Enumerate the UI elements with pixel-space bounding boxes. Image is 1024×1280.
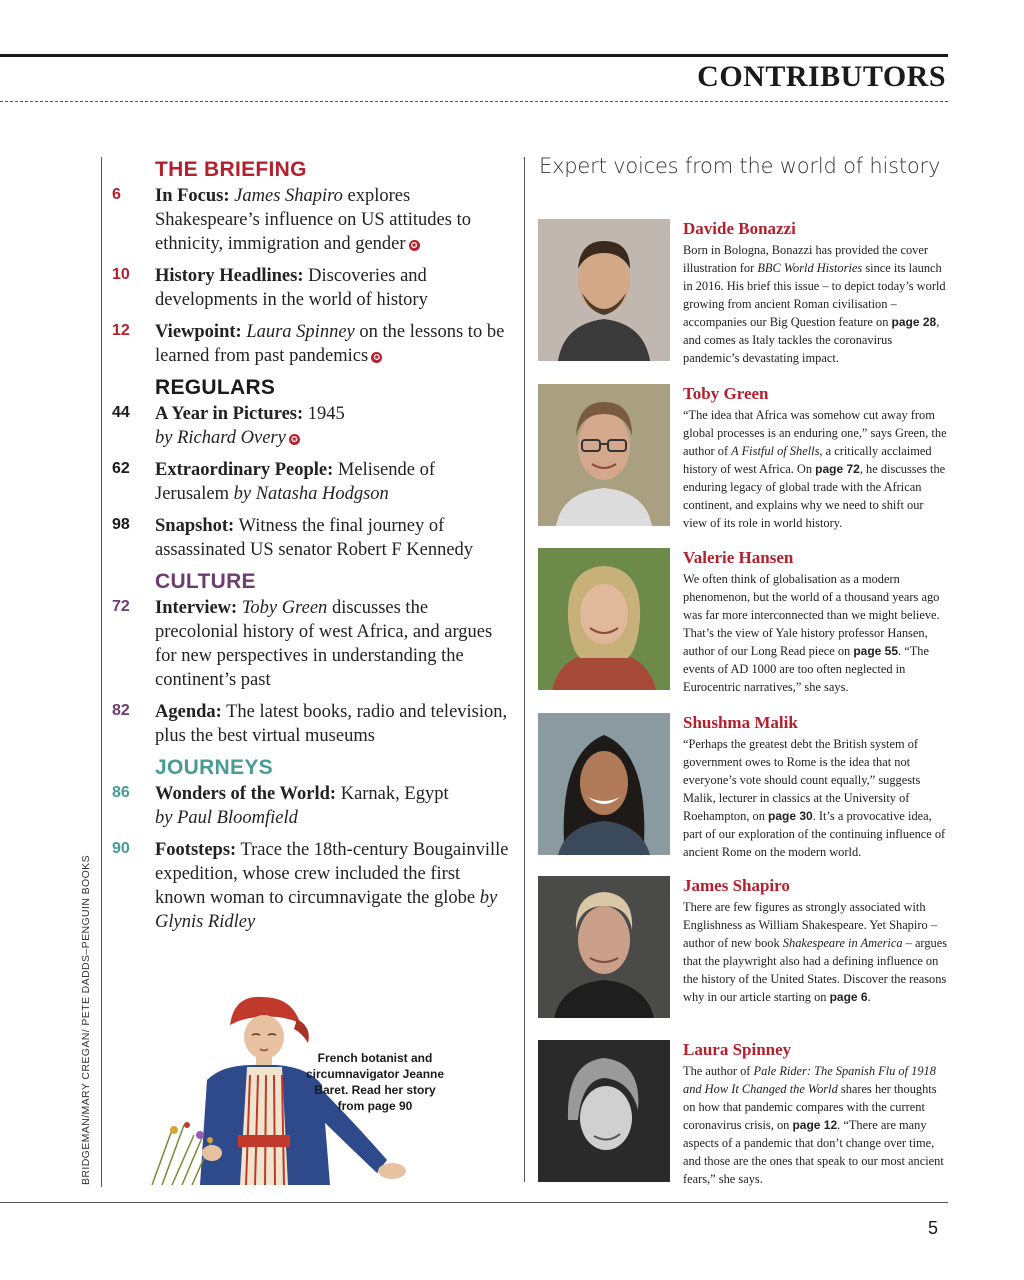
toc-entry-byline: by Paul Bloomfield bbox=[155, 808, 298, 828]
bio-title: Pale Rider: The Spanish Flu of 1918 and How It Changed the World bbox=[683, 1064, 936, 1096]
page-title: CONTRIBUTORS bbox=[697, 60, 946, 93]
toc-entry-author: James Shapiro bbox=[234, 186, 343, 206]
toc-page-number: 82 bbox=[112, 702, 130, 719]
bio-title: BBC World Histories bbox=[757, 261, 863, 275]
toc-entry-text bbox=[155, 264, 512, 312]
bio-text: . bbox=[867, 990, 871, 1004]
contributor-davide-bonazzi bbox=[538, 219, 948, 365]
toc-entry-description: 1945 bbox=[303, 404, 345, 424]
star-icon: ✪ bbox=[371, 352, 382, 363]
toc-entry-text bbox=[155, 184, 512, 256]
section-heading: THE BRIEFING bbox=[155, 158, 307, 181]
contributor-photo bbox=[538, 548, 670, 690]
bio-text: . “The events of AD 1000 are too often neglected in Eurocentric narratives,” she says. bbox=[683, 644, 929, 694]
toc-entry-label: History Headlines: bbox=[155, 266, 304, 286]
section-heading: REGULARS bbox=[155, 376, 276, 399]
toc-entry[interactable] bbox=[112, 320, 512, 368]
toc-entry-text bbox=[155, 402, 345, 450]
contributor-bio bbox=[683, 406, 948, 532]
section-the-briefing bbox=[112, 158, 512, 368]
contributor-bio bbox=[683, 1062, 948, 1188]
section-culture bbox=[112, 570, 512, 748]
toc-entry-author: Laura Spinney bbox=[246, 322, 355, 342]
toc-entry-label: Wonders of the World: bbox=[155, 784, 337, 804]
toc-entry-label: Viewpoint: bbox=[155, 322, 242, 342]
bio-text: – argues that the playwright also had a defining influence on the history of the United States. Discover the reasons why in our article starting on bbox=[683, 936, 948, 1004]
contributor-bio bbox=[683, 570, 948, 696]
toc-page-number: 44 bbox=[112, 404, 130, 421]
toc-entry[interactable] bbox=[112, 184, 512, 256]
toc-entry-text bbox=[155, 782, 449, 830]
toc-entry[interactable] bbox=[112, 514, 512, 562]
table-of-contents bbox=[112, 158, 512, 942]
toc-entry[interactable] bbox=[112, 402, 512, 450]
contributor-bio bbox=[683, 241, 948, 367]
contributor-photo bbox=[538, 1040, 670, 1182]
toc-entry-label: In Focus: bbox=[155, 186, 230, 206]
toc-entry-text bbox=[155, 700, 512, 748]
contributor-shushma-malik bbox=[538, 713, 948, 859]
toc-entry[interactable] bbox=[112, 782, 512, 830]
star-icon: ✪ bbox=[409, 240, 420, 251]
illustration-caption: French botanist and circumnavigator Jeanne Baret. Read her story from page 90 bbox=[305, 1051, 445, 1113]
contributor-james-shapiro bbox=[538, 876, 948, 1018]
toc-entry-byline: by Richard Overy bbox=[155, 428, 286, 448]
contributor-name: James Shapiro bbox=[683, 876, 790, 895]
toc-page-number: 62 bbox=[112, 460, 130, 477]
page-reference[interactable]: page 12 bbox=[792, 1118, 838, 1132]
section-regulars bbox=[112, 376, 512, 562]
photo-credit: BRIDGEMAN/MARY CREGAN/ PETE DADDS–PENGUIN BOOKS bbox=[80, 855, 92, 1185]
contributor-name: Davide Bonazzi bbox=[683, 219, 796, 238]
toc-entry-label: A Year in Pictures: bbox=[155, 404, 304, 424]
toc-entry-label: Extraordinary People: bbox=[155, 460, 334, 480]
contributor-photo bbox=[538, 219, 670, 361]
contributor-photo bbox=[538, 713, 670, 855]
section-journeys bbox=[112, 756, 512, 934]
toc-page-number: 72 bbox=[112, 598, 130, 615]
toc-entry-description: explores Shakespeare’s influence on US attitudes to ethnicity, immigration and gender bbox=[155, 186, 471, 254]
contributor-name: Toby Green bbox=[683, 384, 769, 403]
toc-entry-text bbox=[155, 838, 512, 934]
page-reference[interactable]: page 55 bbox=[853, 644, 899, 658]
page-reference[interactable]: page 6 bbox=[829, 990, 868, 1004]
toc-entry-label: Agenda: bbox=[155, 702, 222, 722]
bio-text: There are few figures as strongly associated with Englishness as William Shakespeare. Yet Shapiro – author of new book bbox=[683, 900, 937, 950]
left-column-rule bbox=[101, 157, 102, 1187]
toc-entry-description: The latest books, radio and television, plus the best virtual museums bbox=[155, 702, 508, 746]
toc-entry-text bbox=[155, 458, 512, 506]
bio-text: , a critically acclaimed history of west Africa. On bbox=[683, 444, 932, 476]
toc-entry-description: Karnak, Egypt bbox=[336, 784, 449, 804]
toc-entry-text bbox=[155, 596, 512, 692]
toc-entry-text bbox=[155, 320, 512, 368]
bottom-rule bbox=[0, 1202, 948, 1203]
toc-entry[interactable] bbox=[112, 838, 512, 934]
toc-entry-description: Witness the final journey of assassinated US senator Robert F Kennedy bbox=[155, 516, 474, 560]
contributor-name: Laura Spinney bbox=[683, 1040, 792, 1059]
toc-entry-byline: by Glynis Ridley bbox=[155, 888, 498, 932]
page-reference[interactable]: page 30 bbox=[768, 809, 813, 823]
bio-text: “Perhaps the greatest debt the British system of government owes to Rome is the idea that not everyone’s vote should count equally,” suggests Malik, lecturer in classics at the University of Roehampton, on bbox=[683, 737, 921, 823]
bio-text: Born in Bologna, Bonazzi has provided the cover illustration for bbox=[683, 243, 928, 275]
bio-text: We often think of globalisation as a modern phenomenon, but the world of a thousand years ago was far more interconnected than we might believe. That’s the view of Yale history professor Hansen, author of our Long Read piece on bbox=[683, 572, 940, 658]
bio-text: shares her thoughts on how that pandemic compares with the current coronavirus crisis, on bbox=[683, 1082, 937, 1132]
contributor-name: Shushma Malik bbox=[683, 713, 798, 732]
bio-title: Shakespeare in America bbox=[782, 936, 903, 950]
toc-page-number: 98 bbox=[112, 516, 130, 533]
top-rule bbox=[0, 54, 948, 57]
contributor-bio bbox=[683, 735, 948, 861]
center-column-rule bbox=[524, 157, 525, 1182]
contributor-toby-green bbox=[538, 384, 948, 530]
toc-entry-description: discusses the precolonial history of west Africa, and argues for new perspectives in understanding the continent’s past bbox=[155, 598, 493, 690]
bio-text: , he discusses the enduring legacy of global trade with the African continent, and explains why we need to shift our view of its role in world history. bbox=[683, 462, 946, 530]
toc-entry-description: on the lessons to be learned from past pandemics bbox=[155, 322, 505, 366]
toc-entry-label: Footsteps: bbox=[155, 840, 237, 860]
bio-text: . It’s a provocative idea, part of our exploration of the continuing influence of ancient Rome on the modern world. bbox=[683, 809, 946, 859]
page-reference[interactable]: page 72 bbox=[815, 462, 860, 476]
contributor-valerie-hansen bbox=[538, 548, 948, 694]
toc-entry[interactable] bbox=[112, 264, 512, 312]
section-heading: CULTURE bbox=[155, 570, 256, 593]
contributor-laura-spinney bbox=[538, 1040, 948, 1186]
toc-entry-description: Discoveries and developments in the world of history bbox=[155, 266, 428, 310]
toc-entry-description: Trace the 18th-century Bougainville expedition, whose crew included the first known woman to circumnavigate the globe bbox=[155, 840, 509, 908]
contributor-name: Valerie Hansen bbox=[683, 548, 794, 567]
contributors-intro: Expert voices from the world of history bbox=[539, 154, 941, 178]
bio-text: . “There are many aspects of a pandemic that don’t change over time, and those are the ones that speak to our most ancient fears,” she says. bbox=[683, 1118, 944, 1186]
page-reference[interactable]: page 28 bbox=[891, 315, 937, 329]
section-heading: JOURNEYS bbox=[155, 756, 273, 779]
bio-text: since its launch in 2016. His brief this issue – to depict today’s world growing from ancient Roman civilisation – accompanies our Big Question feature on bbox=[683, 261, 946, 329]
toc-page-number: 10 bbox=[112, 266, 130, 283]
page-number: 5 bbox=[928, 1218, 939, 1238]
toc-page-number: 90 bbox=[112, 840, 130, 857]
toc-entry[interactable] bbox=[112, 700, 512, 748]
toc-entry-description: Melisende of Jerusalem bbox=[155, 460, 436, 504]
toc-entry[interactable] bbox=[112, 596, 512, 692]
star-icon: ✪ bbox=[289, 434, 300, 445]
bio-text: “The idea that Africa was somehow cut away from global processes is an enduring one,” says Green, the author of bbox=[683, 408, 947, 458]
toc-entry-label: Snapshot: bbox=[155, 516, 235, 536]
bio-title: A Fistful of Shells bbox=[731, 444, 820, 458]
contributor-bio bbox=[683, 898, 948, 1006]
toc-entry-byline: by Natasha Hodgson bbox=[233, 484, 389, 504]
toc-entry-author: Toby Green bbox=[241, 598, 328, 618]
contributor-photo bbox=[538, 876, 670, 1018]
toc-page-number: 6 bbox=[112, 186, 121, 203]
bio-text: , and comes as Italy tackles the coronavirus pandemic’s devastating impact. bbox=[683, 315, 940, 365]
toc-page-number: 86 bbox=[112, 784, 130, 801]
toc-entry-label: Interview: bbox=[155, 598, 238, 618]
toc-entry[interactable] bbox=[112, 458, 512, 506]
toc-entry-text bbox=[155, 514, 512, 562]
toc-page-number: 12 bbox=[112, 322, 130, 339]
contributor-photo bbox=[538, 384, 670, 526]
dashed-divider bbox=[0, 101, 948, 102]
bio-text: The author of bbox=[683, 1064, 754, 1078]
